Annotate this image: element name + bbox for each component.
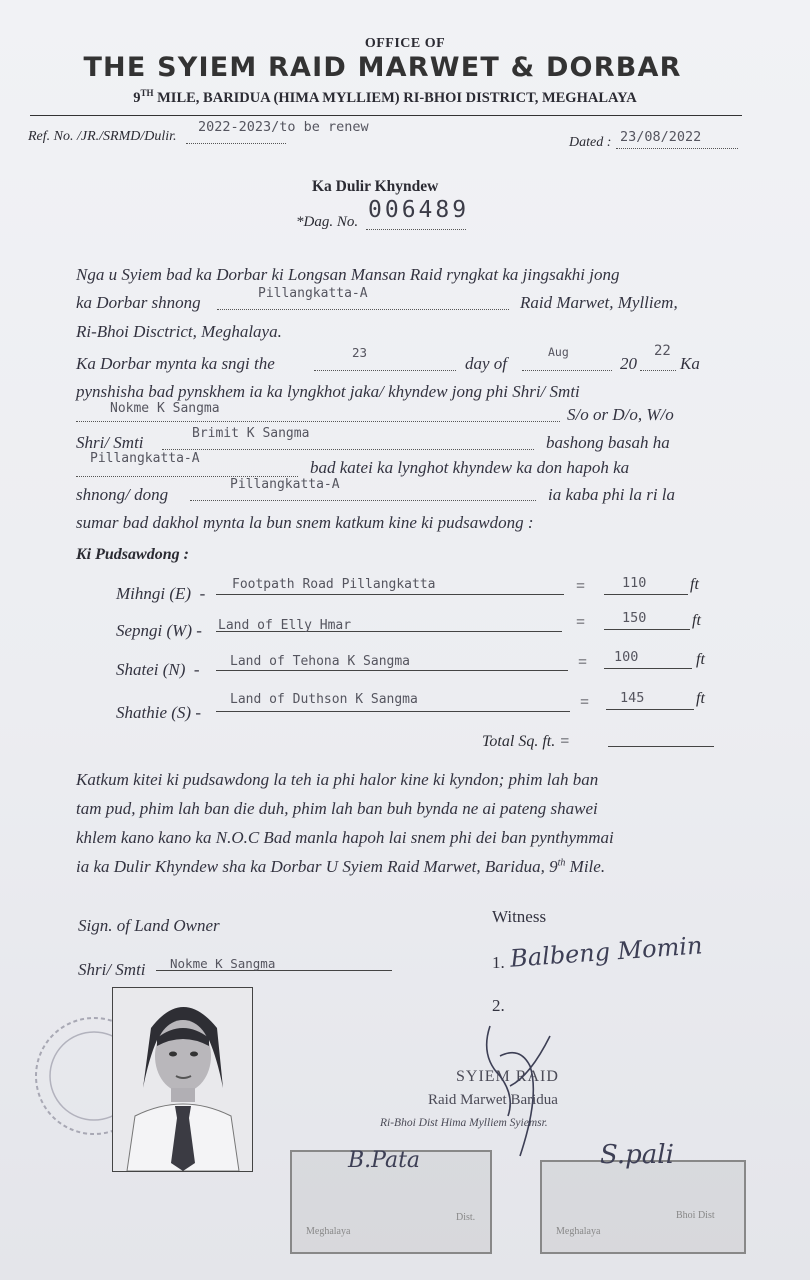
boundary-label: Shathie (S) <box>116 703 192 722</box>
total-sqft-label: Total Sq. ft. = <box>482 733 571 750</box>
dorbar-shnong-value: Pillangkatta-A <box>258 286 368 301</box>
para2-line6-a: shnong/ dong <box>76 485 169 504</box>
year-dots <box>640 370 676 371</box>
stamp-text-left: Meghalaya <box>306 1226 351 1237</box>
shnong-dots <box>217 309 509 310</box>
dag-no-value: 006489 <box>368 197 470 223</box>
date-dots <box>616 148 738 149</box>
boundary-desc: Footpath Road Pillangkatta <box>232 577 436 592</box>
witness-1-signature: Balbeng Momin <box>509 931 704 973</box>
header-rule <box>30 115 742 116</box>
stamp-text-mid: Meghalaya <box>556 1226 601 1237</box>
para2-line1-b: day of <box>465 354 508 373</box>
boundary-desc: Land of Elly Hmar <box>218 618 352 633</box>
day-value: 23 <box>352 345 368 360</box>
boundary-dash: - <box>195 703 201 722</box>
document-title: Ka Dulir Khyndew <box>312 178 439 195</box>
dag-dots <box>366 229 466 230</box>
seal-line-2: Raid Marwet Baridua <box>428 1092 558 1108</box>
ref-dots <box>186 143 286 144</box>
name-dots <box>76 421 560 422</box>
shnong-dong-value: Pillangkatta-A <box>230 477 340 492</box>
date-value: 23/08/2022 <box>620 129 702 145</box>
para1-line2-b: Raid Marwet, Mylliem, <box>520 293 678 312</box>
closing-line4: ia ka Dulir Khyndew sha ka Dorbar U Syiem Raid Marwet, Baridua, 9th Mile. <box>76 857 606 876</box>
land-owner-sign-label: Sign. of Land Owner <box>78 916 220 935</box>
para2-line1-c: 20 <box>620 354 637 373</box>
para1-line2-a: ka Dorbar shnong <box>76 293 201 312</box>
parent-dots <box>162 449 534 450</box>
signature-right: S.pali <box>600 1140 674 1170</box>
para2-line1-d: Ka <box>680 354 700 373</box>
total-sqft-line <box>608 746 714 747</box>
portrait-icon <box>113 988 252 1171</box>
boundary-label: Mihngi (E) <box>116 584 192 603</box>
seal-line-1: SYIEM RAID <box>456 1068 559 1085</box>
closing-line3: khlem kano kano ka N.O.C Bad manla hapoh lai snem phi dei ban pynthymmai <box>76 828 614 847</box>
month-value: Aug <box>548 345 569 359</box>
boundary-label: Sepngi (W) <box>116 621 193 640</box>
para2-line4-a: Shri/ Smti <box>76 433 144 452</box>
witness-1-number: 1. <box>492 953 505 972</box>
para2-line1-a: Ka Dorbar mynta ka sngi the <box>76 354 275 373</box>
ref-number-label: Ref. No. /JR./SRMD/Dulir. <box>28 129 177 144</box>
para2-relation: S/o or D/o, W/o <box>567 405 674 424</box>
boundary-dash: - <box>196 621 202 640</box>
boundary-value: 145 <box>620 690 645 706</box>
ref-number-value: 2022-2023/to be renew <box>198 119 369 135</box>
para2-line2: pynshisha bad pynskhem ia ka lyngkhot jaka/ khyndew jong phi Shri/ Smti <box>76 382 580 401</box>
month-dots <box>522 370 612 371</box>
seal-line-3: Ri-Bhoi Dist Hima Mylliem Syiemsr. <box>380 1117 548 1129</box>
holder-name-value: Nokme K Sangma <box>110 401 220 416</box>
stamp-text-right: Bhoi Dist <box>676 1210 715 1221</box>
boundary-unit: ft <box>692 612 701 629</box>
boundary-desc: Land of Tehona K Sangma <box>230 654 411 669</box>
boundary-eq: = <box>580 694 590 711</box>
boundary-dash: - <box>193 660 200 679</box>
day-dots <box>314 370 456 371</box>
boundary-unit: ft <box>690 576 699 593</box>
boundary-value: 100 <box>614 649 639 665</box>
para2-line7: sumar bad dakhol mynta la bun snem katkum kine ki pudsawdong : <box>76 513 534 532</box>
signature-stroke-icon <box>470 1016 560 1166</box>
stamp-text-dist: Dist. <box>456 1212 476 1223</box>
dag-no-label: *Dag. No. <box>296 214 359 230</box>
owner-photo <box>112 987 253 1172</box>
boundary-label: Shatei (N) <box>116 660 186 679</box>
boundary-value: 150 <box>622 610 647 626</box>
owner-name-value: Nokme K Sangma <box>170 956 276 971</box>
boundary-eq: = <box>576 578 586 595</box>
boundary-dash: - <box>199 584 206 603</box>
boundary-value: 110 <box>622 575 647 591</box>
date-label: Dated : <box>569 135 612 150</box>
office-title: THE SYIEM RAID MARWET & DORBAR <box>83 52 682 83</box>
office-address: 9TH MILE, BARIDUA (HIMA MYLLIEM) RI-BHOI DISTRICT, MEGHALAYA <box>133 88 637 106</box>
witness-label: Witness <box>492 907 547 926</box>
witness-2-number: 2. <box>492 996 505 1015</box>
para2-line5: bad katei ka lynghot khyndew ka don hapoh ka <box>310 458 630 477</box>
closing-line2: tam pud, phim lah ban die duh, phim lah ban buh bynda ne ai pateng shawei <box>76 799 598 818</box>
shnong-dong-dots <box>190 500 536 501</box>
boundary-desc: Land of Duthson K Sangma <box>230 692 418 707</box>
stamp-box-right <box>540 1160 746 1254</box>
owner-name-label: Shri/ Smti <box>78 960 146 979</box>
boundary-eq: = <box>576 614 586 631</box>
boundary-eq: = <box>578 654 588 671</box>
boundaries-heading: Ki Pudsawdong : <box>76 546 189 563</box>
year-value: 22 <box>654 343 671 359</box>
parent-name-value: Brimit K Sangma <box>192 426 310 441</box>
para2-line6-b: ia kaba phi la ri la <box>548 485 676 504</box>
boundary-unit: ft <box>696 651 705 668</box>
office-of-label: OFFICE OF <box>364 36 446 51</box>
para2-line4-b: bashong basah ha <box>546 433 670 452</box>
para1-line3: Ri-Bhoi Disctrict, Meghalaya. <box>76 322 282 341</box>
para1-line1: Nga u Syiem bad ka Dorbar ki Longsan Mansan Raid ryngkat ka jingsakhi jong <box>76 265 620 284</box>
residence-value: Pillangkatta-A <box>90 451 200 466</box>
signature-left: B.Pata <box>348 1148 421 1173</box>
boundary-unit: ft <box>696 690 705 707</box>
closing-line1: Katkum kitei ki pudsawdong la teh ia phi halor kine ki kyndon; phim lah ban <box>76 770 599 789</box>
